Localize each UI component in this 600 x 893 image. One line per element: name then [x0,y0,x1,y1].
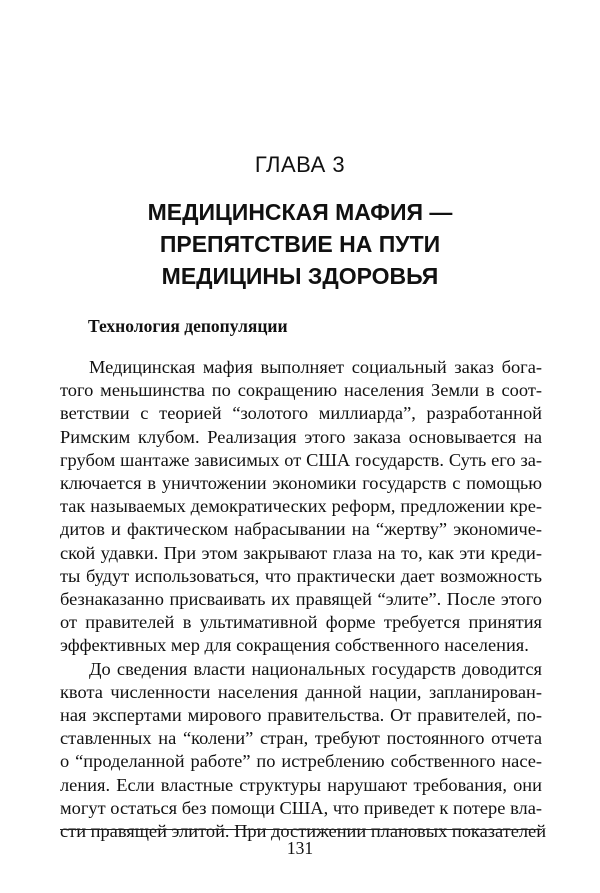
text-line: Римским клубом. Реализация этого заказа основывается на [60,426,542,447]
text-line: грубом шантаже зависимых от США государств. Суть его за- [60,449,542,470]
section-heading: Технология депопуляции [88,316,288,336]
text-line: так называемых демократических реформ, предложении кре- [60,496,542,517]
paragraph-1 [60,356,542,658]
page-number: 131 [286,838,314,858]
text-line: сти правящей элитой. При достижении плановых показателей [60,821,547,842]
text-line: ключается в уничтожении экономики государств с помощью [60,473,542,494]
text-line: дитов и фактическом набрасывании на “жертву” экономиче- [60,519,542,540]
text-line: эффективных мер для сокращения собственного населения. [60,635,529,656]
chapter-title [0,196,600,292]
text-line: ты будут использоваться, что практически дает возможность [60,565,542,586]
text-line: ставленных на “колени” стран, требуют постоянного отчета [60,728,542,749]
chapter-title-line: МЕДИЦИНЫ ЗДОРОВЬЯ [161,263,439,289]
text-line: могут остаться без помощи США, что приведет к потере вла- [60,797,542,818]
text-line: о “проделанной работе” по истреблению собственного насе- [60,751,542,772]
chapter-title-line: ПРЕПЯТСТВИЕ НА ПУТИ [159,231,441,257]
text-line: ления. Если властные структуры нарушают требования, они [60,774,542,795]
text-line: До сведения власти национальных государств доводится [89,658,542,679]
footer-rule [60,829,542,830]
text-line: безнаказанно присваивать их правящей “элите”. После этого [60,589,542,610]
text-line: Медицинская мафия выполняет социальный заказ бога- [89,357,542,377]
chapter-title-line: МЕДИЦИНСКАЯ МАФИЯ — [147,199,453,225]
paragraph-2 [60,658,547,844]
text-line: от правителей в ультимативной форме требуется принятия [60,612,542,633]
text-line: квота численности населения данной нации, запланирован- [60,681,542,702]
text-line: ветствии с теорией “золотого миллиарда”, разработанной [60,403,542,424]
text-line: ской удавки. При этом закрывают глаза на то, как эти креди- [60,542,542,563]
body-text [60,356,547,843]
text-line: того меньшинства по сокращению населения Земли в соот- [60,380,542,401]
chapter-label: ГЛАВА 3 [254,152,346,177]
text-line: ная экспертами мирового правительства. От правителей, по- [60,705,542,726]
